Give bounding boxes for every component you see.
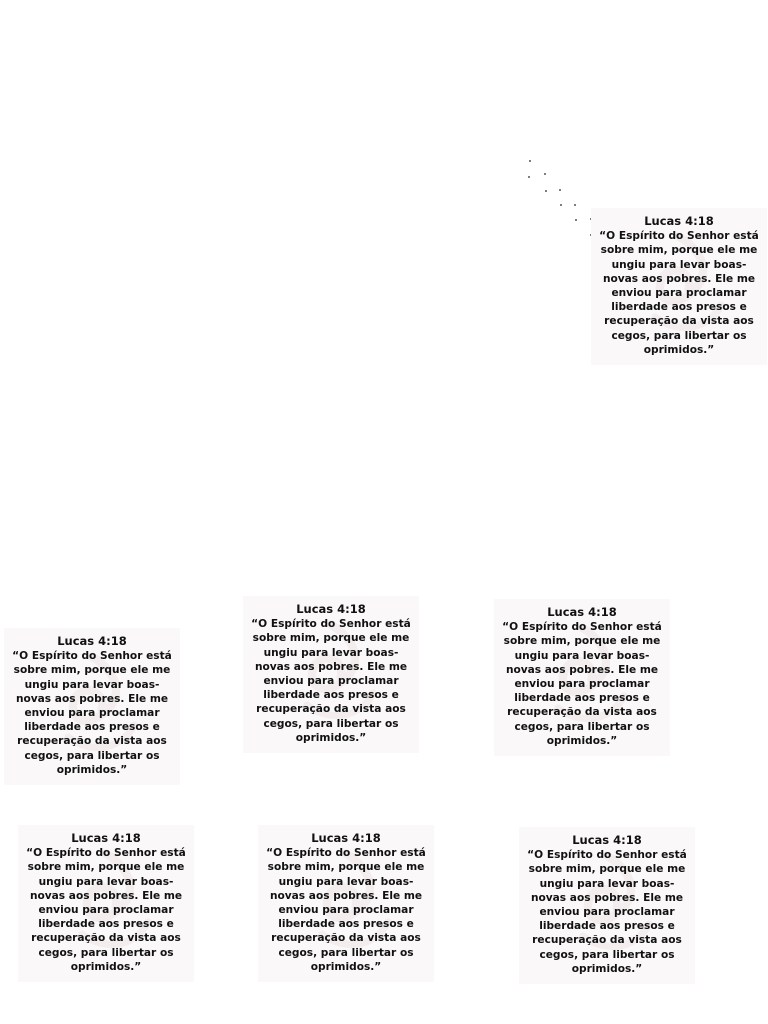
verse-card [591, 208, 767, 365]
verse-card [494, 599, 670, 756]
scatter-dot [544, 173, 546, 175]
verse-reference: Lucas 4:18 [296, 602, 366, 616]
scatter-dot [560, 204, 562, 206]
scatter-dot [559, 189, 561, 191]
verse-card [258, 825, 434, 982]
verse-text: “O Espírito do Senhor está sobre mim, porque ele me ungiu para levar boas-novas aos pobres. Ele me enviou para proclamar liberdade aos presos e recuperação da vista aos cegos, para libertar os oprimidos.” [266, 847, 426, 973]
verse-text: “O Espírito do Senhor está sobre mim, porque ele me ungiu para levar boas-novas aos pobres. Ele me enviou para proclamar liberdade aos presos e recuperação da vista aos cegos, para libertar os oprimidos.” [251, 618, 411, 744]
verse-reference: Lucas 4:18 [547, 605, 617, 619]
scatter-dot [545, 190, 547, 192]
verse-card [519, 827, 695, 984]
verse-reference: Lucas 4:18 [311, 831, 381, 845]
verse-text: “O Espírito do Senhor está sobre mim, porque ele me ungiu para levar boas-novas aos pobres. Ele me enviou para proclamar liberdade aos presos e recuperação da vista aos cegos, para libertar os oprimidos.” [12, 650, 172, 776]
verse-text: “O Espírito do Senhor está sobre mim, porque ele me ungiu para levar boas-novas aos pobres. Ele me enviou para proclamar liberdade aos presos e recuperação da vista aos cegos, para libertar os oprimidos.” [599, 230, 759, 356]
verse-text: “O Espírito do Senhor está sobre mim, porque ele me ungiu para levar boas-novas aos pobres. Ele me enviou para proclamar liberdade aos presos e recuperação da vista aos cegos, para libertar os oprimidos.” [527, 849, 687, 975]
verse-reference: Lucas 4:18 [71, 831, 141, 845]
verse-text: “O Espírito do Senhor está sobre mim, porque ele me ungiu para levar boas-novas aos pobres. Ele me enviou para proclamar liberdade aos presos e recuperação da vista aos cegos, para libertar os oprimidos.” [26, 847, 186, 973]
scatter-dot [529, 160, 531, 162]
scatter-dot [574, 204, 576, 206]
verse-text: “O Espírito do Senhor está sobre mim, porque ele me ungiu para levar boas-novas aos pobres. Ele me enviou para proclamar liberdade aos presos e recuperação da vista aos cegos, para libertar os oprimidos.” [502, 621, 662, 747]
scatter-dot [575, 219, 577, 221]
verse-reference: Lucas 4:18 [572, 833, 642, 847]
verse-card [4, 628, 180, 785]
verse-card [18, 825, 194, 982]
verse-reference: Lucas 4:18 [57, 634, 127, 648]
verse-card [243, 596, 419, 753]
verse-reference: Lucas 4:18 [644, 214, 714, 228]
scatter-dot [528, 176, 530, 178]
